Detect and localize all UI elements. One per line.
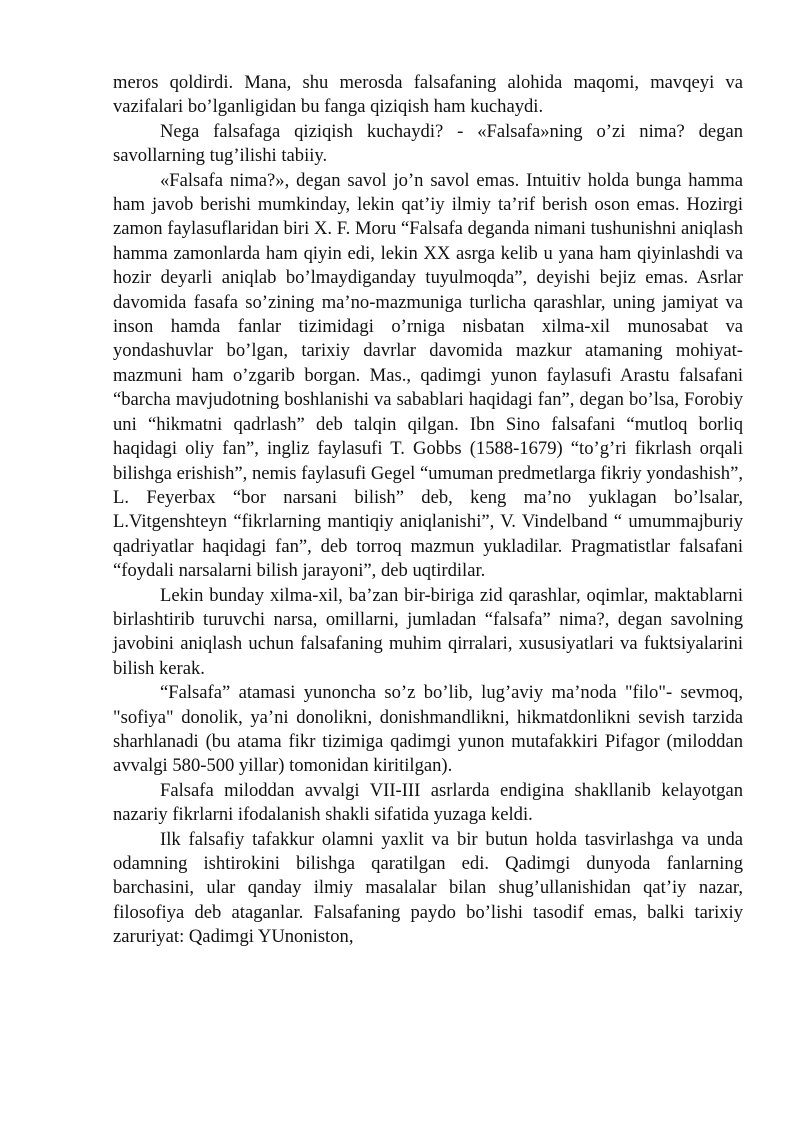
- paragraph-question: Nega falsafaga qiziqish kuchaydi? - «Falsafa»ning o’zi nima? degan savollarning tug’ilishi tabiiy.: [113, 120, 743, 167]
- paragraph-emergence: Falsafa miloddan avvalgi VII-III asrlarda endigina shakllanib kelayotgan nazariy fikrlarni ifodalanish shakli sifatida yuzaga keldi.: [113, 779, 743, 826]
- document-page: [113, 71, 743, 950]
- paragraph-definitions: «Falsafa nima?», degan savol jo’n savol emas. Intuitiv holda bunga hamma ham javob berishi mumkinday, lekin qat’iy ilmiy ta’rif berish oson emas. Hozirgi zamon faylasuflaridan biri X. F. Moru “Falsafa deganda nimani tushunishni aniqlash hamma zamonlarda ham qiyin edi, lekin XX asrga kelib u yana ham qiyinlashdi va hozir deyarli aniqlab bo’lmaydiganday tuyulmoqda”, deyishi bejiz emas. Asrlar davomida fasafa so’zining ma’no-mazmuniga turlicha qarashlar, uning jamiyat va inson hamda fanlar tizimidagi o’rniga nisbatan xilma-xil munosabat va yondashuvlar bo’lgan, tarixiy davrlar davomida mazkur atamaning mohiyat-mazmuni ham o’zgarib borgan. Mas., qadimgi yunon faylasufi Arastu falsafani “barcha mavjudotning boshlanishi va sabablari haqidagi fan”, degan bo’lsa, Forobiy uni “hikmatni qadrlash” deb talqin qilgan. Ibn Sino falsafani “mutloq borliq haqidagi oliy fan”, ingliz faylasufi T. Gobbs (1588-1679) “to’g’ri fikrlash orqali bilishga erishish”, nemis faylasufi Gegel “umuman predmetlarga fikriy yondashish”, L. Feyerbax “bor narsani bilish” deb, keng ma’no yuklagan bo’lsalar, L.Vitgenshteyn “fikrlarning mantiqiy aniqlanishi”, V. Vindelband “ umummajburiy qadriyatlar haqidagi fan”, deb torroq mazmun yukladilar. Pragmatistlar falsafani “foydali narsalarni bilish jarayoni”, deb uqtirdilar.: [113, 169, 743, 582]
- paragraph-etymology: “Falsafa” atamasi yunoncha so’z bo’lib, lug’aviy ma’noda "filo"- sevmoq, "sofiya" donolik, ya’ni donolikni, donishmandlikni, hikmatdonlikni sevish tarzida sharhlanadi (bu atama fikr tizimiga qadimgi yunon mutafakkiri Pifagor (miloddan avvalgi 580-500 yillar) tomonidan kiritilgan).: [113, 682, 743, 777]
- paragraph-continuation: meros qoldirdi. Mana, shu merosda falsafaning alohida maqomi, mavqeyi va vazifalari bo’lganligidan bu fanga qiziqish ham kuchaydi.: [113, 72, 743, 118]
- paragraph-unifying-factors: Lekin bunday xilma-xil, ba’zan bir-biriga zid qarashlar, oqimlar, maktablarni birlashtirib turuvchi narsa, omillarni, jumladan “falsafa” nima?, degan savolning javobini aniqlash uchun falsafaning muhim qirralari, xususiyatlari va fuktsiyalarini bilish kerak.: [113, 584, 743, 679]
- paragraph-early-philosophy: Ilk falsafiy tafakkur olamni yaxlit va bir butun holda tasvirlashga va unda odamning ishtirokini bilishga qaratilgan edi. Qadimgi dunyoda fanlarning barchasini, ular qanday ilmiy masalalar bilan shug’ullanishidan qat’iy nazar, filosofiya deb ataganlar. Falsafaning paydo bo’lishi tasodif emas, balki tarixiy zaruriyat: Qadimgi YUnoniston,: [113, 828, 743, 948]
